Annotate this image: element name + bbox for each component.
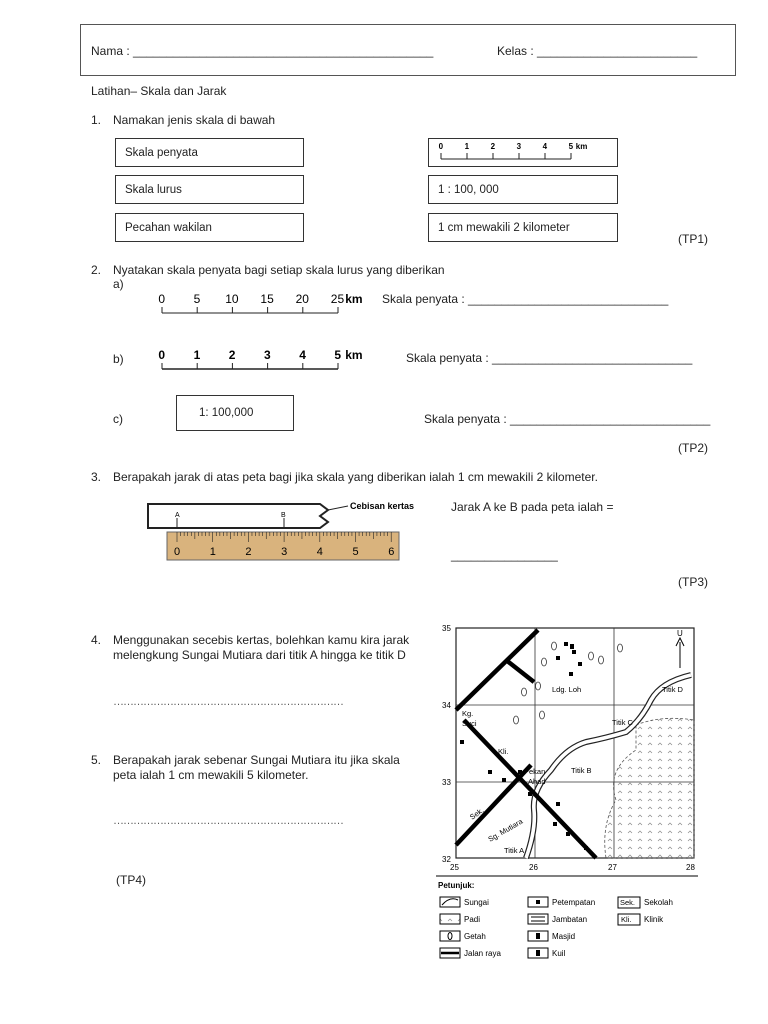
topographic-map: [436, 620, 704, 965]
q3-tp: (TP3): [678, 575, 708, 589]
legend-getah: Getah: [464, 932, 486, 941]
label-titik-c: Titik C: [612, 718, 633, 727]
label-titik-b: Titik B: [571, 766, 592, 775]
q2b-scale-tick-label: 4: [299, 348, 306, 362]
q1-scale-tick-label: 0: [438, 142, 444, 151]
q2-b-answer[interactable]: Skala penyata : ______________________________: [406, 351, 693, 365]
q2b-scale-tick-label: 2: [228, 348, 236, 362]
q2a-scale-tick-label: 0: [158, 292, 166, 306]
ruler-tick-label: 5: [352, 546, 359, 558]
q1-linear-scale: [429, 139, 619, 168]
q5-number: 5.: [91, 753, 102, 767]
y-label-35: 35: [442, 624, 451, 633]
label-titik-a: Titik A: [504, 846, 525, 855]
ruler-tick-label: 1: [209, 546, 216, 558]
q3-answer-label: Jarak A ke B pada peta ialah =: [451, 500, 614, 514]
q1-box-skala-lurus: Skala lurus: [115, 175, 304, 204]
q2-a-label: a): [113, 277, 124, 291]
q2b-scale-unit: km: [345, 348, 363, 362]
ruler-tick-label: 6: [388, 546, 395, 558]
label-pekan: Pekan: [524, 767, 546, 776]
q3-answer-line[interactable]: ________________: [451, 548, 558, 562]
q1-text: Namakan jenis skala di bawah: [113, 113, 276, 127]
label-suci: Suci: [462, 719, 477, 728]
legend-kli-symbol: Kli.: [621, 915, 632, 924]
q1-box-skala-penyata: Skala penyata: [115, 138, 304, 167]
q2b-scale-tick-label: 5: [334, 348, 342, 362]
q1-box-ratio: 1 : 100, 000: [428, 175, 618, 204]
q2a-scale-tick-label: 5: [193, 292, 201, 306]
q5-tp: (TP4): [116, 873, 146, 887]
kelas-label: Kelas : ________________________: [497, 44, 698, 58]
q2-c-box: 1: 100,000: [176, 395, 294, 431]
q1-number: 1.: [91, 113, 102, 127]
q2a-scale-tick-label: 20: [295, 292, 309, 306]
q2a-scale-unit: km: [345, 292, 363, 306]
q2-number: 2.: [91, 263, 102, 277]
nama-field[interactable]: _____________________________________________: [133, 44, 434, 58]
q2-text: Nyatakan skala penyata bagi setiap skala lurus yang diberikan: [113, 263, 445, 277]
nama-label: Nama : _____________________________________________: [91, 44, 434, 58]
label-kg: Kg.: [462, 709, 474, 718]
y-label-32: 32: [442, 855, 451, 864]
q2a-scale-tick-label: 15: [260, 292, 274, 306]
q2-c-label: c): [113, 412, 123, 426]
label-kli: Kli.: [498, 747, 509, 756]
q2-b-scale: [150, 342, 380, 378]
north-label: U: [677, 629, 683, 638]
q1-scale-unit: km: [575, 142, 588, 151]
kelas-field[interactable]: ________________________: [537, 44, 698, 58]
q5-answer-line[interactable]: ……………………………………………………………: [113, 815, 343, 827]
q1-scale-tick-label: 2: [490, 142, 496, 151]
q1-tp: (TP1): [678, 232, 708, 246]
q1-scale-tick-label: 3: [516, 142, 522, 151]
q2-b-label: b): [113, 352, 124, 366]
legend-jalan-raya: Jalan raya: [464, 949, 501, 958]
label-sek: Sek.: [467, 805, 486, 822]
q1-box-linear-scale: [428, 138, 618, 167]
legend-masjid: Masjid: [552, 932, 576, 941]
q3-text: Berapakah jarak di atas peta bagi jika skala yang diberikan ialah 1 cm mewakili 2 kilometer.: [113, 470, 598, 484]
worksheet-title: Latihan– Skala dan Jarak: [91, 84, 227, 98]
q3-number: 3.: [91, 470, 102, 484]
ruler-tick-label: 4: [316, 546, 323, 558]
q2b-scale-tick-label: 0: [158, 348, 166, 362]
q2b-scale-tick-label: 1: [193, 348, 201, 362]
q2a-scale-tick-label: 25: [330, 292, 345, 306]
q2-tp: (TP2): [678, 441, 708, 455]
q2-c-answer[interactable]: Skala penyata : ______________________________: [424, 412, 711, 426]
q1-box-pecahan-wakilan: Pecahan wakilan: [115, 213, 304, 242]
q4-number: 4.: [91, 633, 102, 647]
y-label-34: 34: [442, 701, 451, 710]
legend-sekolah: Sekolah: [644, 898, 673, 907]
label-titik-d: Titik D: [662, 685, 683, 694]
x-label-27: 27: [608, 863, 617, 872]
q4-answer-line[interactable]: ……………………………………………………………: [113, 696, 343, 708]
q1-scale-tick-label: 4: [542, 142, 548, 151]
q2-a-answer[interactable]: Skala penyata : ______________________________: [382, 292, 669, 306]
label-ahad: Ahad: [528, 777, 546, 786]
legend-jambatan: Jambatan: [552, 915, 588, 924]
legend-petempatan: Petempatan: [552, 898, 596, 907]
q2-a-scale: [150, 286, 380, 322]
point-a: A: [175, 512, 180, 519]
legend-kuil: Kuil: [552, 949, 566, 958]
ruler-tick-label: 3: [281, 546, 288, 558]
x-label-28: 28: [686, 863, 695, 872]
q5-line1: Berapakah jarak sebenar Sungai Mutiara itu jika skala: [113, 753, 400, 767]
ruler-tick-label: 2: [245, 546, 252, 558]
legend-sungai: Sungai: [464, 898, 489, 907]
q3-ruler-figure: [140, 494, 430, 566]
label-sg-mutiara: Sg. Mutiara: [486, 816, 525, 844]
legend-padi: Padi: [464, 915, 481, 924]
label-ldg-loh: Ldg. Loh: [552, 685, 582, 694]
x-label-26: 26: [529, 863, 538, 872]
legend-title: Petunjuk:: [438, 881, 475, 890]
q5-line2: peta ialah 1 cm mewakili 5 kilometer.: [113, 768, 309, 782]
legend-klinik: Klinik: [644, 915, 664, 924]
legend-sek-symbol: Sek.: [620, 898, 636, 907]
y-label-33: 33: [442, 778, 451, 787]
q1-box-statement: 1 cm mewakili 2 kilometer: [428, 213, 618, 242]
q1-scale-tick-label: 5: [568, 142, 574, 151]
point-b: B: [281, 512, 286, 519]
ruler-tick-label: 0: [174, 546, 181, 558]
x-label-25: 25: [450, 863, 459, 872]
q1-scale-tick-label: 1: [464, 142, 470, 151]
paper-label: Cebisan kertas: [350, 501, 415, 511]
q4-line2: melengkung Sungai Mutiara dari titik A hingga ke titik D: [113, 648, 406, 662]
q4-line1: Menggunakan secebis kertas, bolehkan kamu kira jarak: [113, 633, 410, 647]
q2a-scale-tick-label: 10: [225, 292, 239, 306]
q2b-scale-tick-label: 3: [264, 348, 271, 362]
